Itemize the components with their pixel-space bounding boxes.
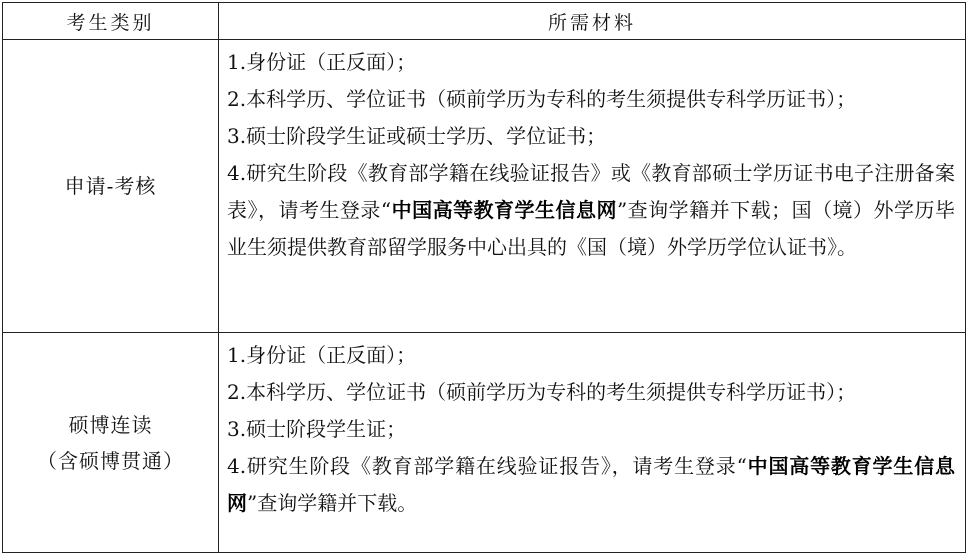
category-label: 硕博连读 — [68, 412, 153, 437]
material-item: 2.本科学历、学位证书（硕前学历为专科的考生须提供专科学历证书）； — [227, 87, 857, 111]
category-label: 申请-考核 — [64, 174, 157, 198]
material-item: 3.硕士阶段学生证； — [227, 417, 407, 441]
website-name: 中国高等教育学生信息网 — [391, 198, 617, 222]
material-item: 2.本科学历、学位证书（硕前学历为专科的考生须提供专科学历证书）； — [227, 380, 857, 404]
materials-cell — [219, 333, 966, 553]
table-header-row — [3, 3, 966, 40]
materials-cell — [219, 40, 966, 333]
category-sublabel: （含硕博贯通） — [37, 448, 184, 473]
website-name: 中国高等教育学生信息网 — [227, 454, 956, 515]
materials-table — [2, 2, 966, 553]
category-cell — [3, 40, 219, 333]
table-row — [3, 40, 966, 333]
table-row — [3, 333, 966, 553]
material-item: 1.身份证（正反面）； — [227, 50, 417, 74]
header-materials: 所需材料 — [219, 3, 966, 40]
material-item: 1.身份证（正反面）； — [227, 343, 417, 367]
material-item: 4.研究生阶段《教育部学籍在线验证报告》，请考生登录“中国高等教育学生信息网”查询学籍并下载。 — [227, 454, 956, 515]
material-item: 4.研究生阶段《教育部学籍在线验证报告》或《教育部硕士学历证书电子注册备案表》，请考生登录“中国高等教育学生信息网”查询学籍并下载；国（境）外学历毕业生须提供教育部留学服务中心出具的《国（境）外学历学位认证书》。 — [227, 161, 955, 259]
category-cell — [3, 333, 219, 553]
header-category: 考生类别 — [3, 3, 219, 40]
material-item: 3.硕士阶段学生证或硕士学历、学位证书； — [227, 124, 607, 148]
